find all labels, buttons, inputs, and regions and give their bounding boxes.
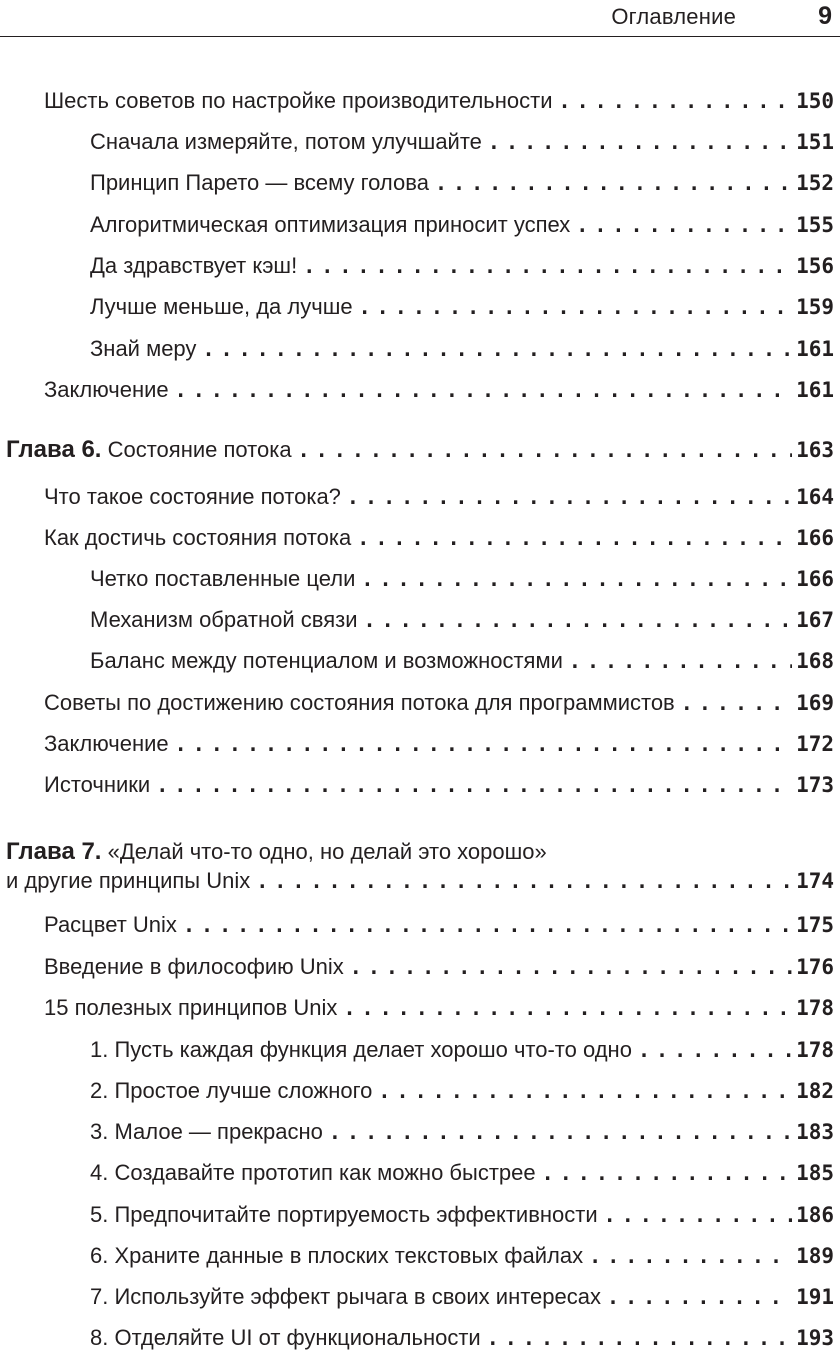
toc-entry-title: Заключение [44, 731, 169, 756]
toc-entry-title: Заключение [44, 377, 169, 402]
toc-entry-title: 1. Пусть каждая функция делает хорошо что-то одно [90, 1037, 632, 1062]
toc-entry-title: Принцип Парето — всему голова [90, 170, 429, 195]
dot-leader [303, 254, 792, 278]
toc-entry-page: 156 [796, 254, 834, 278]
toc-entry-title: 15 полезных принципов Unix [44, 995, 338, 1020]
toc-entry [0, 212, 834, 246]
dot-leader [542, 1161, 792, 1185]
toc-entry [0, 772, 834, 806]
toc-entry-page: 151 [796, 130, 834, 154]
toc-entry-page: 191 [796, 1285, 834, 1309]
toc-entry-title: Как достичь состояния потока [44, 525, 352, 550]
toc-entry-page: 167 [796, 608, 834, 632]
toc-entry [0, 690, 834, 724]
header-title: Оглавление [611, 4, 736, 29]
dot-leader [357, 526, 792, 550]
toc-entry-title: 6. Храните данные в плоских текстовых файлах [90, 1243, 584, 1268]
dot-leader [589, 1244, 792, 1268]
toc-entry-page: 173 [796, 773, 834, 797]
toc-entry-title: Источники [44, 772, 151, 797]
chapter-label: Глава 7. [6, 838, 102, 865]
dot-leader [576, 213, 792, 237]
toc-entry [0, 525, 834, 559]
toc-entry [0, 336, 834, 370]
toc-chapter-entry [0, 868, 834, 902]
toc-entry-page: 166 [796, 526, 834, 550]
toc-entry-title: Шесть советов по настройке производительности [44, 88, 553, 113]
dot-leader [347, 485, 792, 509]
chapter-name-continued: и другие принципы Unix [6, 868, 251, 893]
toc-entry-page: 186 [796, 1203, 834, 1227]
toc-entry-page: 183 [796, 1120, 834, 1144]
toc-entry-page: 155 [796, 213, 834, 237]
toc-entry-title: 2. Простое лучше сложного [90, 1078, 373, 1103]
toc-entry [0, 731, 834, 765]
toc-entry-page: 168 [796, 649, 834, 673]
toc-entry [0, 607, 834, 641]
dot-leader [256, 869, 792, 893]
toc-entry-title: Советы по достижению состояния потока для программистов [44, 690, 675, 715]
toc-entry [0, 1284, 834, 1318]
toc-entry-page: 185 [796, 1161, 834, 1185]
toc-entry-page: 174 [796, 869, 834, 893]
dot-leader [298, 438, 792, 462]
toc-entry-title: Знай меру [90, 336, 197, 361]
toc-entry-page: 176 [796, 955, 834, 979]
toc-entry [0, 294, 834, 328]
toc-entry-title: Баланс между потенциалом и возможностями [90, 648, 563, 673]
dot-leader [604, 1203, 792, 1227]
toc-entry [0, 912, 834, 946]
toc-entry-page: 178 [796, 996, 834, 1020]
toc-entry [0, 954, 834, 988]
dot-leader [350, 955, 792, 979]
toc-entry [0, 995, 834, 1029]
toc-entry [0, 170, 834, 204]
toc-entry [0, 253, 834, 287]
chapter-name: «Делай что-то одно, но делай это хорошо» [107, 839, 547, 864]
toc-entry-page: 164 [796, 485, 834, 509]
toc-entry-page: 161 [796, 337, 834, 361]
toc-entry [0, 484, 834, 518]
chapter-name: Состояние потока [107, 437, 292, 462]
toc-entry-page: 189 [796, 1244, 834, 1268]
toc-entry [0, 1243, 834, 1277]
running-header [0, 0, 840, 37]
toc-entry-page: 159 [796, 295, 834, 319]
dot-leader [487, 1326, 792, 1350]
dot-leader [359, 295, 792, 319]
toc-entry-title: Да здравствует кэш! [90, 253, 298, 278]
toc-entry-page: 178 [796, 1038, 834, 1062]
toc-entry [0, 566, 834, 600]
dot-leader [343, 996, 792, 1020]
toc-entry-title: 3. Малое — прекрасно [90, 1119, 323, 1144]
toc-entry [0, 1325, 834, 1359]
dot-leader [638, 1038, 792, 1062]
toc-entry [0, 1160, 834, 1194]
toc-entry [0, 1037, 834, 1071]
page-number: 9 [818, 2, 832, 30]
toc-entry-title: 8. Отделяйте UI от функциональности [90, 1325, 481, 1350]
toc-entry-page: 166 [796, 567, 834, 591]
toc-chapter-title [6, 838, 547, 870]
toc-entry-title: Механизм обратной связи [90, 607, 358, 632]
toc-entry-page: 161 [796, 378, 834, 402]
toc-entry-title: 7. Используйте эффект рычага в своих интересах [90, 1284, 601, 1309]
toc-entry [0, 377, 834, 411]
dot-leader [607, 1285, 792, 1309]
dot-leader [681, 691, 792, 715]
toc-chapter-entry [0, 436, 834, 470]
dot-leader [435, 171, 792, 195]
toc-entry-title: Расцвет Unix [44, 912, 177, 937]
dot-leader [175, 378, 792, 402]
toc-entry-page: 152 [796, 171, 834, 195]
dot-leader [559, 89, 793, 113]
toc-entry-page: 172 [796, 732, 834, 756]
toc-entry-page: 175 [796, 913, 834, 937]
toc-entry-page: 182 [796, 1079, 834, 1103]
toc-entry-title: 4. Создавайте прототип как можно быстрее [90, 1160, 536, 1185]
toc-entry-page: 150 [796, 89, 834, 113]
toc-entry-title: Сначала измеряйте, потом улучшайте [90, 129, 482, 154]
dot-leader [175, 732, 792, 756]
dot-leader [183, 913, 792, 937]
toc-entry-page: 163 [796, 438, 834, 462]
dot-leader [488, 130, 792, 154]
dot-leader [364, 608, 793, 632]
toc-entry [0, 88, 834, 122]
toc-entry-title: Алгоритмическая оптимизация приносит успех [90, 212, 571, 237]
toc-chapter-title [6, 436, 292, 464]
toc-entry [0, 1202, 834, 1236]
dot-leader [378, 1079, 792, 1103]
dot-leader [329, 1120, 792, 1144]
dot-leader [361, 567, 792, 591]
toc-entry-title: 5. Предпочитайте портируемость эффективности [90, 1202, 598, 1227]
toc-entry-title: Что такое состояние потока? [44, 484, 341, 509]
toc-entry [0, 129, 834, 163]
toc-entry-title: Четко поставленные цели [90, 566, 356, 591]
dot-leader [569, 649, 792, 673]
toc-entry [0, 1078, 834, 1112]
dot-leader [156, 773, 792, 797]
toc-entry-title: Введение в философию Unix [44, 954, 344, 979]
toc-entry-page: 193 [796, 1326, 834, 1350]
toc-entry-title: Лучше меньше, да лучше [90, 294, 353, 319]
toc-entry [0, 648, 834, 682]
chapter-label: Глава 6. [6, 436, 102, 463]
dot-leader [202, 337, 792, 361]
toc-entry [0, 1119, 834, 1153]
toc-entry-page: 169 [796, 691, 834, 715]
